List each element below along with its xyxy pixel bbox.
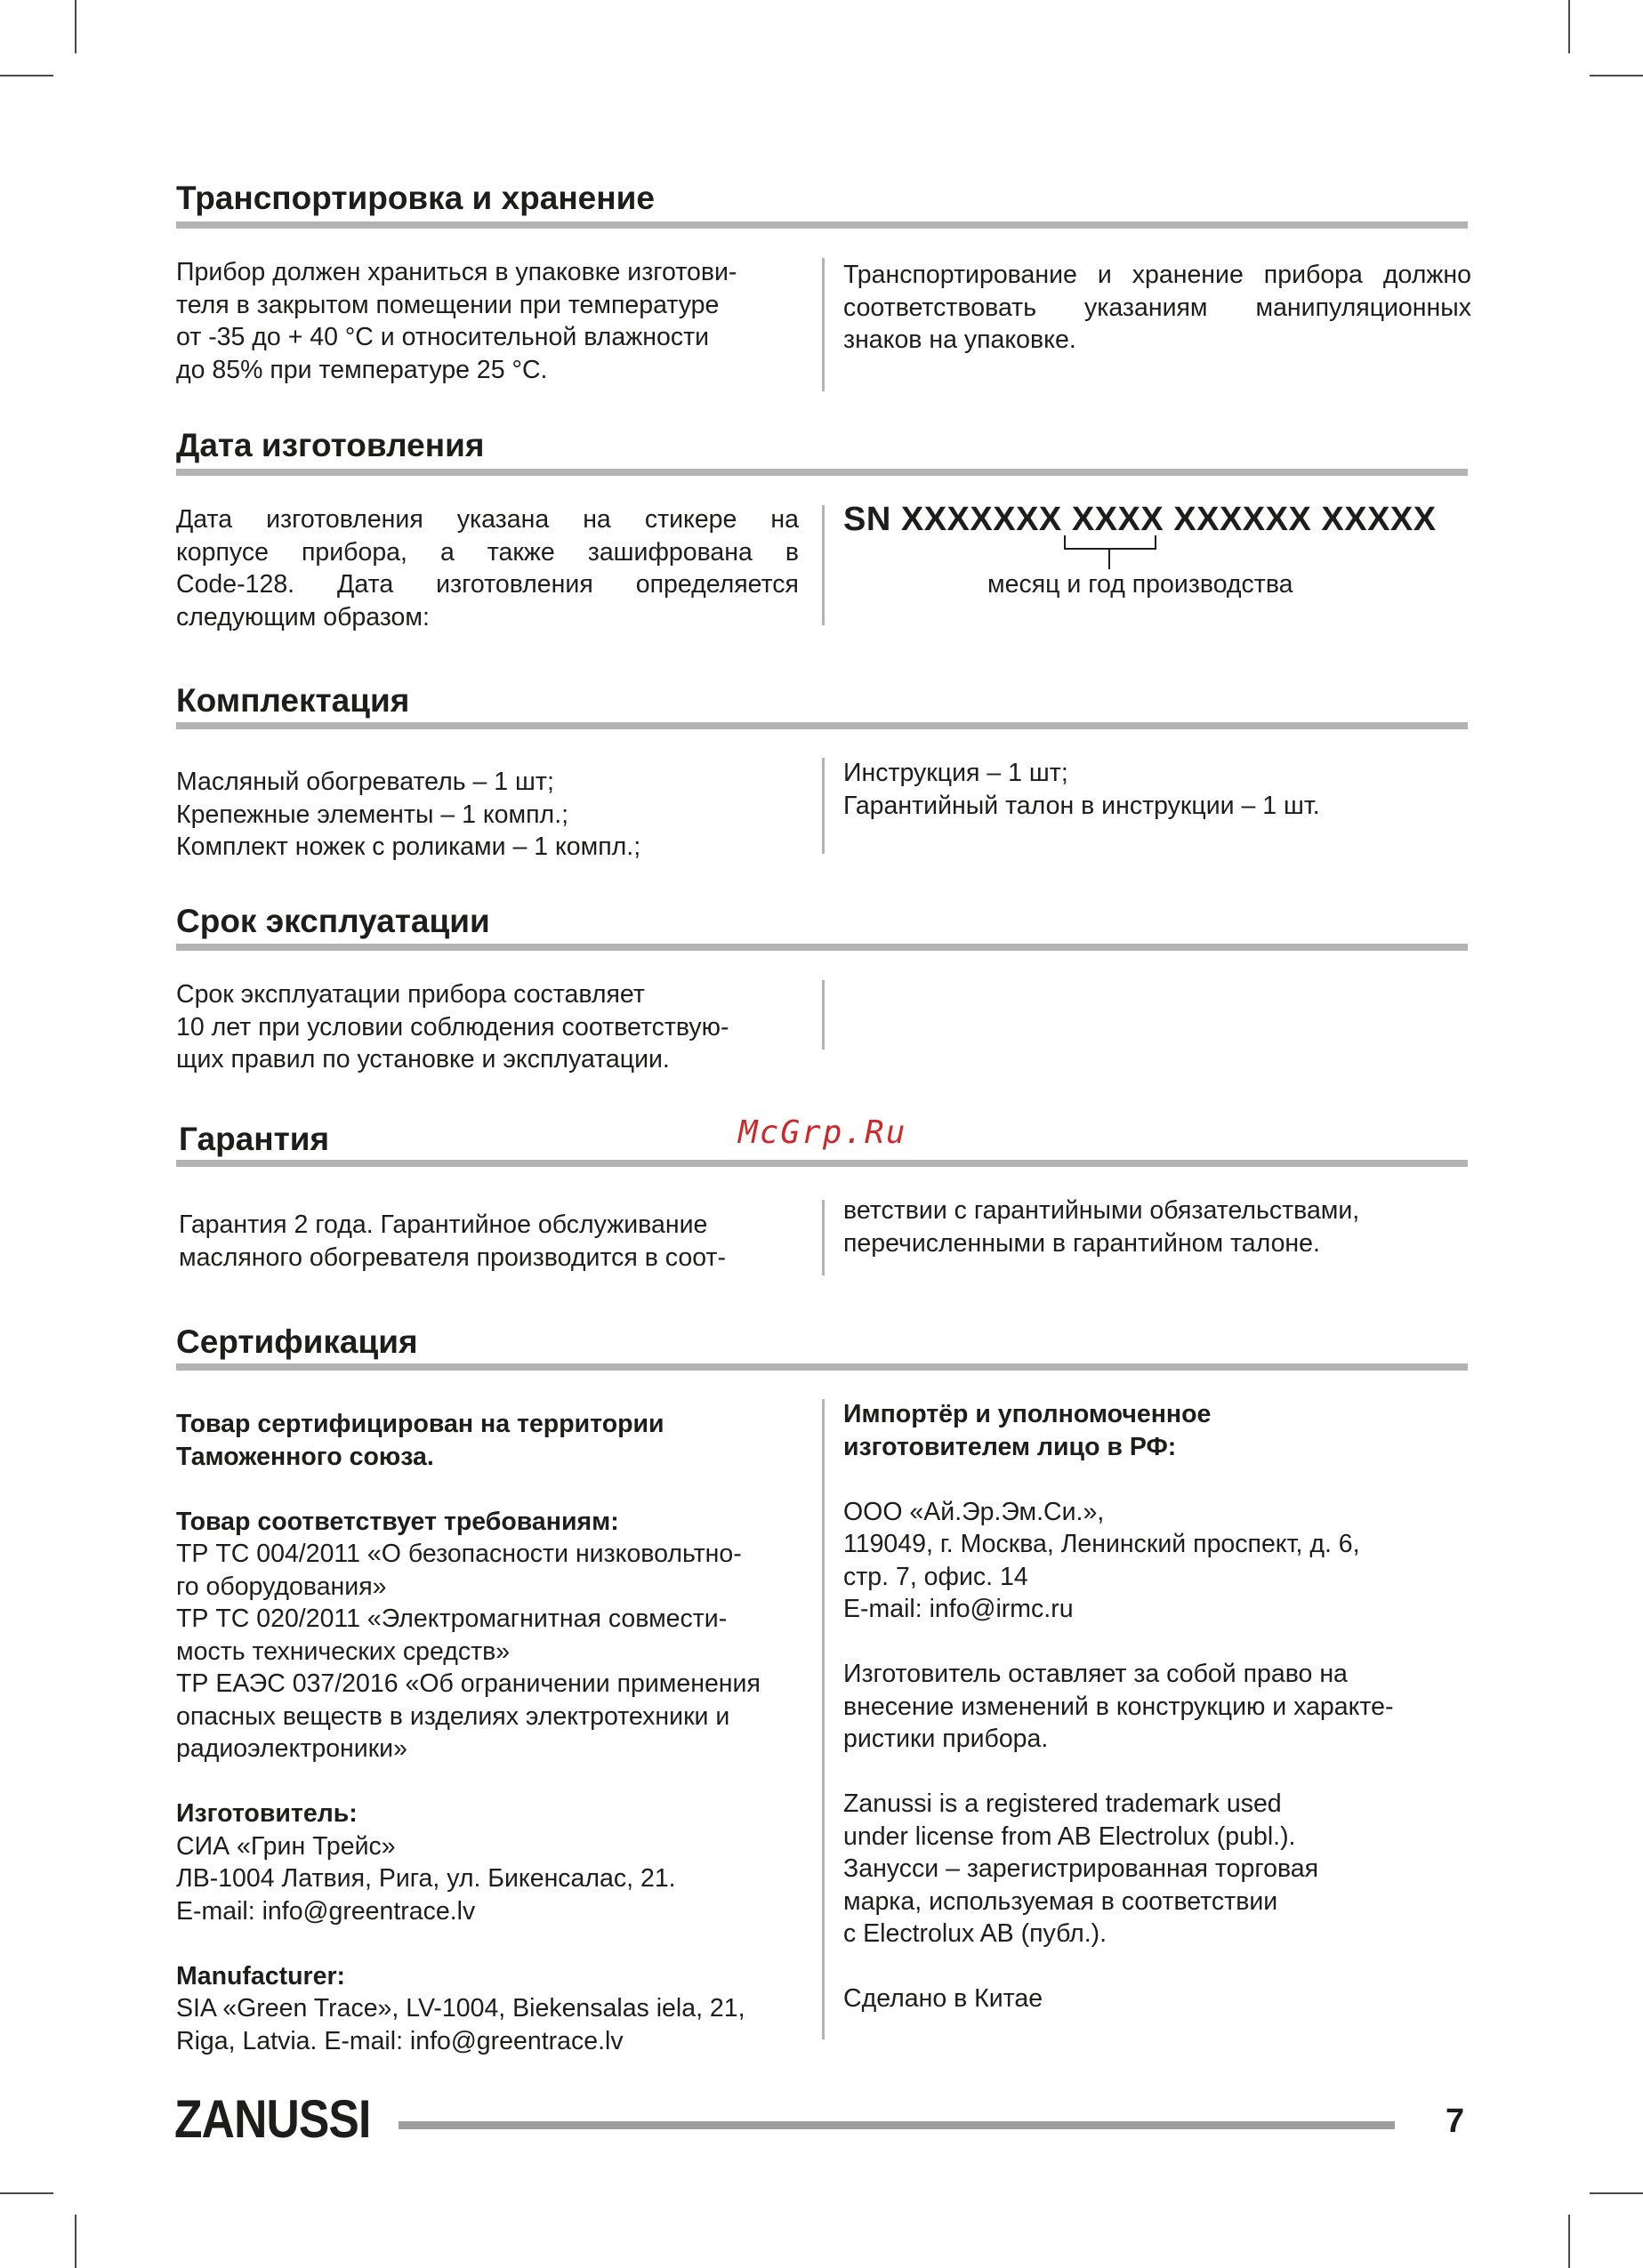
crop-mark bbox=[1568, 2215, 1570, 2268]
warranty-right-text bbox=[843, 1194, 1471, 1259]
text-line: Инструкция – 1 шт; bbox=[843, 759, 1068, 787]
text-line: SIA «Green Trace», LV-1004, Biekensalas iela, 21, bbox=[176, 1994, 745, 2023]
section-title-warranty: Гарантия bbox=[179, 1121, 330, 1157]
page-number: 7 bbox=[1446, 2103, 1465, 2140]
service-life-text bbox=[176, 978, 799, 1076]
text-line: корпусе прибора, а также зашифрована в bbox=[176, 537, 799, 567]
contents-left-text bbox=[176, 766, 799, 864]
section-rule bbox=[176, 1363, 1468, 1371]
importer-heading: изготовителем лицо в РФ: bbox=[843, 1432, 1177, 1461]
text-line: с Electrolux AB (публ.). bbox=[843, 1919, 1107, 1948]
text-line: Riga, Latvia. E-mail: info@greentrace.lv bbox=[176, 2026, 624, 2055]
text-line: теля в закрытом помещении при температуре bbox=[176, 290, 720, 319]
text-line: перечисленными в гарантийном талоне. bbox=[843, 1228, 1320, 1258]
section-title-contents: Комплектация bbox=[176, 682, 410, 719]
certification-left-text bbox=[176, 1408, 799, 2057]
warranty-left-text bbox=[179, 1209, 801, 1274]
section-title-certification: Сертификация bbox=[176, 1323, 418, 1360]
manufacturer-heading-en: Manufacturer: bbox=[176, 1961, 346, 1991]
requirements-heading: Товар соответствует требованиям: bbox=[176, 1507, 619, 1536]
text-line: 10 лет при условии соблюдения соответствую- bbox=[176, 1012, 729, 1042]
text-line: Прибор должен храниться в упаковке изготови- bbox=[176, 258, 737, 286]
section-rule bbox=[176, 469, 1468, 476]
serial-bracket bbox=[1064, 535, 1156, 550]
text-line: Дата изготовления указана на стикере на bbox=[176, 505, 799, 534]
text-line: внесение изменений в конструкцию и характе- bbox=[843, 1692, 1394, 1721]
column-divider bbox=[822, 505, 825, 625]
text-line: Масляный обогреватель – 1 шт; bbox=[176, 768, 554, 796]
text-line: Транспортирование и хранение прибора должно bbox=[843, 261, 1471, 289]
crop-mark bbox=[0, 75, 53, 76]
column-divider bbox=[822, 258, 825, 391]
zanussi-logo: ZANUSSI bbox=[174, 2089, 371, 2149]
manufacturer-heading-ru: Изготовитель: bbox=[176, 1799, 358, 1828]
text-line: ТР ТС 020/2011 «Электромагнитная совмести- bbox=[176, 1604, 728, 1633]
text-line: Срок эксплуатации прибора составляет bbox=[176, 980, 645, 1009]
serial-number-code: SN XXXXXXX XXXX XXXXXX XXXXX bbox=[843, 501, 1437, 538]
text-line: радиоэлектроники» bbox=[176, 1734, 407, 1763]
footer-rule bbox=[399, 2121, 1395, 2129]
text-line: ООО «Ай.Эр.Эм.Си.», bbox=[843, 1497, 1105, 1526]
transport-left-text bbox=[176, 256, 799, 386]
text-line: ристики прибора. bbox=[843, 1725, 1049, 1753]
text-line: 119049, г. Москва, Ленинский проспект, д. 6, bbox=[843, 1530, 1360, 1558]
crop-mark bbox=[0, 2192, 53, 2194]
serial-caption: месяц и год производства bbox=[987, 570, 1293, 599]
importer-heading: Импортёр и уполномоченное bbox=[843, 1400, 1212, 1428]
text-line: масляного обогревателя производится в соот- bbox=[179, 1243, 726, 1272]
text-line: under license from AB Electrolux (publ.). bbox=[843, 1822, 1296, 1851]
section-rule bbox=[176, 1160, 1468, 1167]
watermark-text: McGrp.Ru bbox=[738, 1114, 907, 1151]
text-line: опасных веществ в изделиях электротехники и bbox=[176, 1701, 730, 1731]
text-line: мость технических средств» bbox=[176, 1637, 511, 1666]
text-line: марка, используемая в соответствии bbox=[843, 1886, 1278, 1916]
section-title-manufacture-date: Дата изготовления bbox=[176, 427, 485, 463]
transport-right-text bbox=[843, 259, 1471, 357]
section-title-transport: Транспортировка и хранение bbox=[176, 180, 655, 216]
serial-bracket-stem bbox=[1108, 550, 1110, 569]
column-divider bbox=[822, 980, 825, 1050]
manufacture-date-text bbox=[176, 503, 799, 633]
text-line: Крепежные элементы – 1 компл.; bbox=[176, 800, 569, 829]
text-line: знаков на упаковке. bbox=[843, 326, 1076, 354]
text-line: E-mail: info@irmc.ru bbox=[843, 1595, 1074, 1623]
text-line: ветствии с гарантийными обязательствами, bbox=[843, 1196, 1360, 1225]
text-line: Zanussi is a registered trademark used bbox=[843, 1789, 1282, 1818]
section-rule bbox=[176, 221, 1468, 229]
crop-mark bbox=[1590, 2192, 1643, 2194]
text-line: СИА «Грин Трейс» bbox=[176, 1831, 396, 1861]
text-line: соответствовать указаниям манипуляционных bbox=[843, 293, 1471, 322]
crop-mark bbox=[75, 0, 77, 53]
text-line: го оборудования» bbox=[176, 1572, 387, 1601]
column-divider bbox=[822, 1200, 825, 1275]
crop-mark bbox=[1568, 0, 1570, 53]
crop-mark bbox=[1590, 75, 1643, 76]
text-line: следующим образом: bbox=[176, 602, 430, 631]
text-line: Занусси – зарегистрированная торговая bbox=[843, 1854, 1319, 1883]
text-line: ЛВ-1004 Латвия, Рига, ул. Бикенсалас, 21. bbox=[176, 1864, 676, 1893]
certification-heading: Товар сертифицирован на территории bbox=[176, 1410, 664, 1438]
certification-right-text bbox=[843, 1398, 1471, 2015]
crop-mark bbox=[75, 2215, 77, 2268]
text-line: E-mail: info@greentrace.lv bbox=[176, 1896, 476, 1926]
text-line: от -35 до + 40 °С и относительной влажности bbox=[176, 323, 710, 351]
column-divider bbox=[822, 1399, 825, 2039]
text-line: Гарантия 2 года. Гарантийное обслуживание bbox=[179, 1210, 708, 1239]
certification-heading: Таможенного союза. bbox=[176, 1442, 434, 1471]
text-line: до 85% при температуре 25 °С. bbox=[176, 355, 548, 384]
text-line: Комплект ножек с роликами – 1 компл.; bbox=[176, 832, 641, 861]
text-line: щих правил по установке и эксплуатации. bbox=[176, 1045, 670, 1074]
origin-text: Сделано в Китае bbox=[843, 1984, 1043, 2013]
text-line: Гарантийный талон в инструкции – 1 шт. bbox=[843, 791, 1320, 820]
column-divider bbox=[822, 758, 825, 854]
section-rule bbox=[176, 722, 1468, 729]
text-line: ТР ЕАЭС 037/2016 «Об ограничении применения bbox=[176, 1669, 761, 1698]
text-line: Code-128. Дата изготовления определяется bbox=[176, 570, 799, 599]
section-rule bbox=[176, 944, 1468, 951]
text-line: стр. 7, офис. 14 bbox=[843, 1562, 1028, 1591]
text-line: ТР ТС 004/2011 «О безопасности низковольтно- bbox=[176, 1540, 742, 1568]
contents-right-text bbox=[843, 757, 1471, 822]
text-line: Изготовитель оставляет за собой право на bbox=[843, 1660, 1348, 1688]
section-title-service-life: Срок эксплуатации bbox=[176, 903, 490, 939]
